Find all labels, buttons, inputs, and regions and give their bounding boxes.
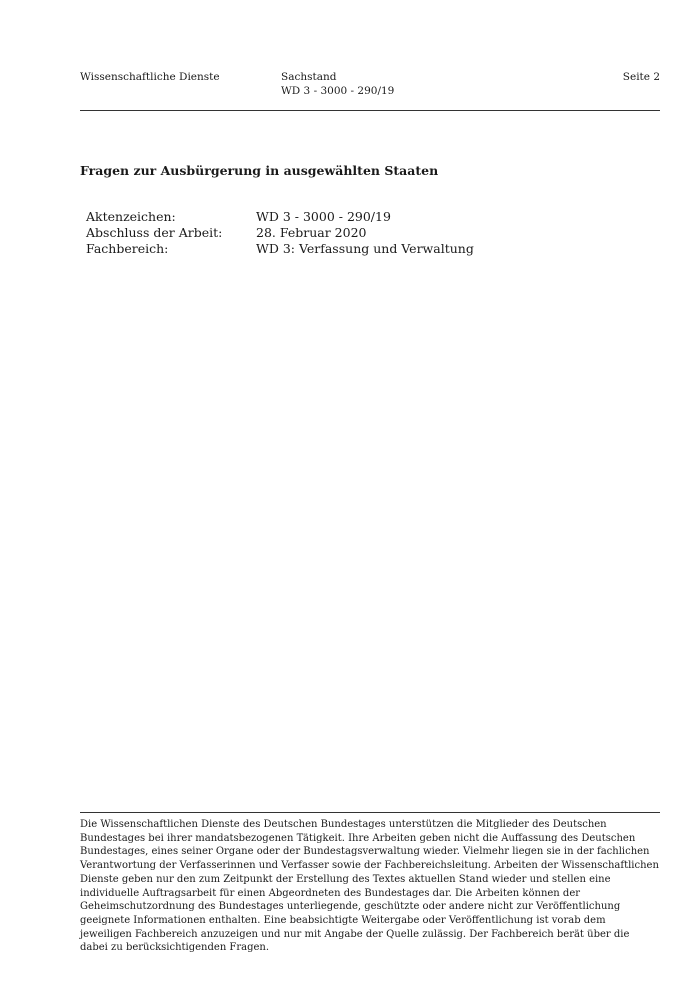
header-divider (80, 110, 660, 111)
meta-value: WD 3 - 3000 - 290/19 (256, 209, 391, 224)
meta-value: WD 3: Verfassung und Verwaltung (256, 241, 474, 256)
header-doc-type: Sachstand (281, 71, 337, 83)
meta-label: Fachbereich: (86, 241, 169, 256)
disclaimer-text: Die Wissenschaftlichen Dienste des Deutschen Bundestages unterstützen die Mitglieder des Deutschen Bundestages bei ihrer mandatsbezogenen Tätigkeit. Ihre Arbeiten geben nicht die Auffassung des Deutschen Bundestages, eines seiner Organe oder der Bundestagsverwaltung wieder. Vielmehr liegen sie in der fachlichen Verantwortung der Verfasserinnen und Verfasser sowie der Fachbereichsleitung. Arbeiten der Wissenschaftlichen Dienste geben nur den zum Zeitpunkt der Erstellung des Textes aktuellen Stand wieder und stellen eine individuelle Auftragsarbeit für einen Abgeordneten des Bundestages dar. Die Arbeiten können der Geheimschutzordnung des Bundestages unterliegende, geschützte oder andere nicht zur Veröffentlichung geeignete Informationen enthalten. Eine beabsichtigte Weitergabe oder Veröffentlichung ist vorab dem jeweiligen Fachbereich anzuzeigen und nur mit Angabe der Quelle zulässig. Der Fachbereich berät über die dabei zu berücksichtigenden Fragen. (80, 819, 659, 954)
metadata-block (86, 209, 474, 257)
footer-divider (80, 812, 660, 813)
meta-row-fachbereich (86, 241, 474, 257)
meta-value: 28. Februar 2020 (256, 225, 367, 240)
meta-row-aktenzeichen (86, 209, 474, 225)
header-doc-ref: WD 3 - 3000 - 290/19 (281, 85, 395, 97)
meta-label: Abschluss der Arbeit: (86, 225, 223, 240)
meta-label: Aktenzeichen: (86, 209, 176, 224)
meta-row-abschluss (86, 225, 474, 241)
document-title: Fragen zur Ausbürgerung in ausgewählten Staaten (80, 163, 439, 178)
header-doc-info (281, 70, 394, 98)
page-header (80, 70, 660, 110)
header-institution: Wissenschaftliche Dienste (80, 71, 220, 83)
header-page-number: Seite 2 (622, 71, 660, 83)
